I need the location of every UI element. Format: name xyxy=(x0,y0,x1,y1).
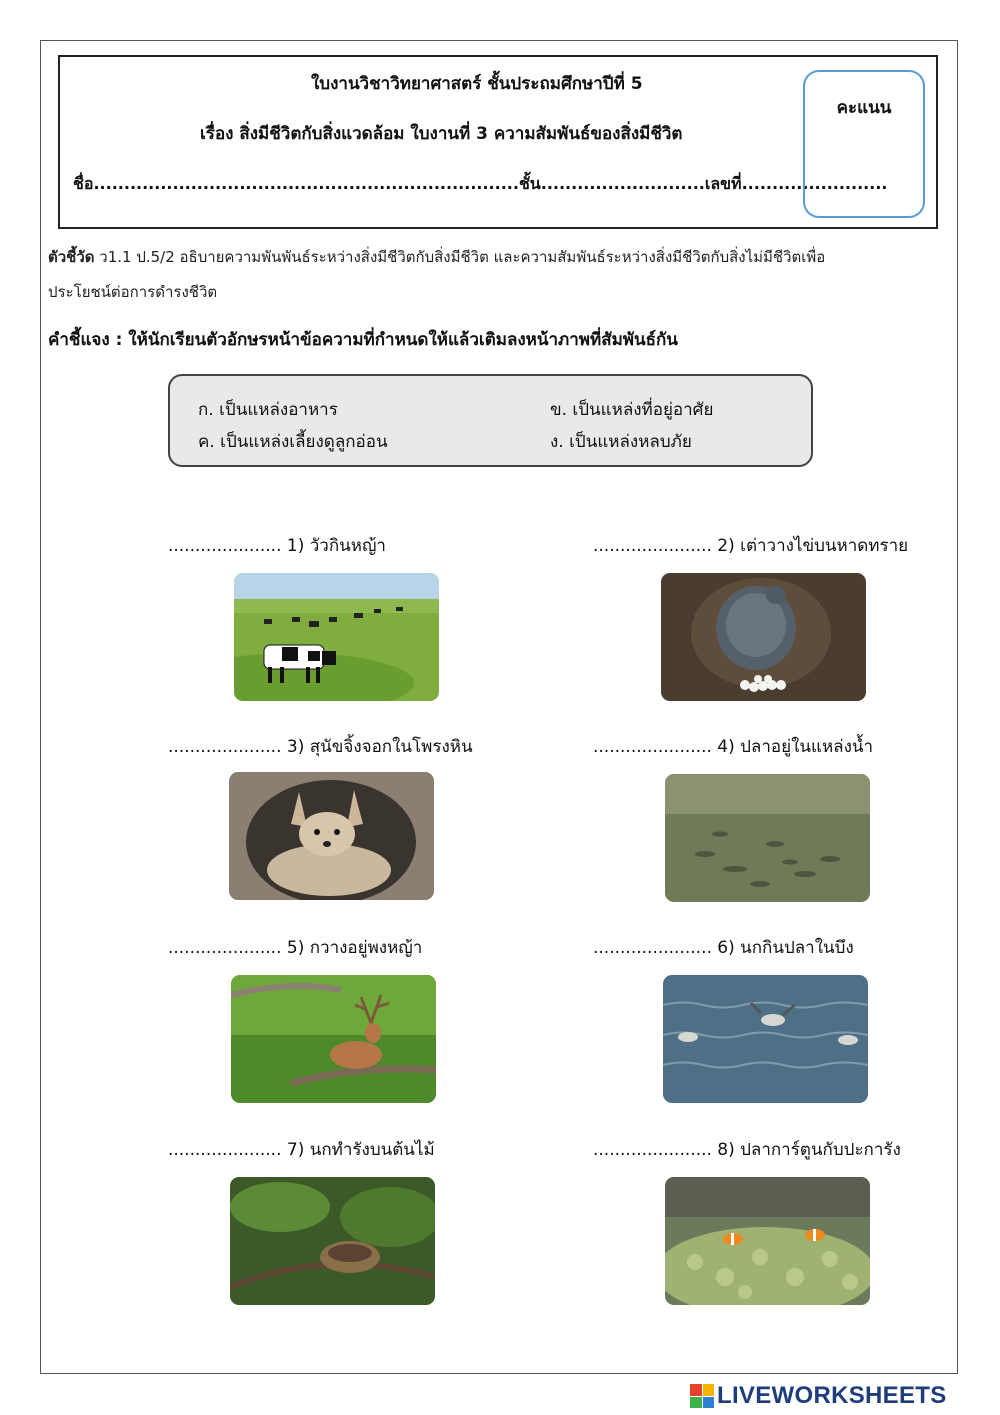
liveworksheets-brand[interactable] xyxy=(690,1383,947,1409)
indicator-line-1 xyxy=(48,245,825,269)
fox-in-den-photo xyxy=(229,772,434,900)
choice-kho: ข. เป็นแหล่งที่อยู่อาศัย xyxy=(550,400,714,420)
indicator-text: ว1.1 ป.5/2 อธิบายความพันพันธ์ระหว่างสิ่งมีชีวิตกับสิ่งมีชีวิต และความสัมพันธ์ระหว่างสิ่งมีชีวิตกับสิ่งไม่มีชีวิตเพื่อ xyxy=(94,248,826,266)
question-4-label[interactable]: ...................... 4) ปลาอยู่ในแหล่งน้ำ xyxy=(593,737,874,757)
question-7-label[interactable]: ..................... 7) นกทำรังบนต้นไม้ xyxy=(168,1140,435,1160)
indicator-label: ตัวชี้วัด xyxy=(48,248,95,266)
choice-ko: ก. เป็นแหล่งอาหาร xyxy=(198,400,338,420)
question-8-label[interactable]: ...................... 8) ปลาการ์ตูนกับปะการัง xyxy=(593,1140,901,1160)
choice-box xyxy=(168,374,813,467)
question-5-label[interactable]: ..................... 5) กวางอยู่พงหญ้า xyxy=(168,938,423,958)
turtle-laying-eggs-photo xyxy=(661,573,866,701)
choice-ngo: ง. เป็นแหล่งหลบภัย xyxy=(550,432,692,452)
worksheet-subtitle: เรื่อง สิ่งมีชีวิตกับสิ่งแวดล้อม ใบงานที่ 3 ความสัมพันธ์ของสิ่งมีชีวิต xyxy=(200,124,683,144)
birds-eating-fish-photo xyxy=(663,975,868,1103)
choice-kho-khwai: ค. เป็นแหล่งเลี้ยงดูลูกอ่อน xyxy=(198,432,388,452)
question-1-label[interactable]: ..................... 1) วัวกินหญ้า xyxy=(168,536,386,556)
fish-in-water-photo xyxy=(665,774,870,902)
score-label: คะแนน xyxy=(836,98,892,118)
student-info-line: ชื่อ......................................................................ชั้น...........................เลขที่........................ xyxy=(73,174,888,193)
clownfish-with-anemone-photo xyxy=(665,1177,870,1305)
indicator-line-2: ประโยชน์ต่อการดำรงชีวิต xyxy=(48,283,218,301)
bird-nest-in-tree-photo xyxy=(230,1177,435,1305)
question-3-label[interactable]: ..................... 3) สุนัขจิ้งจอกในโพรงหิน xyxy=(168,737,473,757)
instruction-text: คำชี้แจง : ให้นักเรียนตัวอักษรหน้าข้อความที่กำหนดให้แล้วเติมลงหน้าภาพที่สัมพันธ์กัน xyxy=(48,330,678,350)
liveworksheets-text: LIVEWORKSHEETS xyxy=(717,1382,947,1409)
worksheet-title: ใบงานวิชาวิทยาศาสตร์ ชั้นประถมศึกษาปีที่ 5 xyxy=(311,74,643,94)
page-border xyxy=(40,40,958,1374)
score-box xyxy=(803,70,925,218)
cows-grazing-photo xyxy=(234,573,439,701)
question-6-label[interactable]: ...................... 6) นกกินปลาในบึง xyxy=(593,938,854,958)
liveworksheets-logo-icon xyxy=(690,1384,714,1408)
question-2-label[interactable]: ...................... 2) เต่าวางไข่บนหาดทราย xyxy=(593,536,909,556)
deer-in-grass-photo xyxy=(231,975,436,1103)
